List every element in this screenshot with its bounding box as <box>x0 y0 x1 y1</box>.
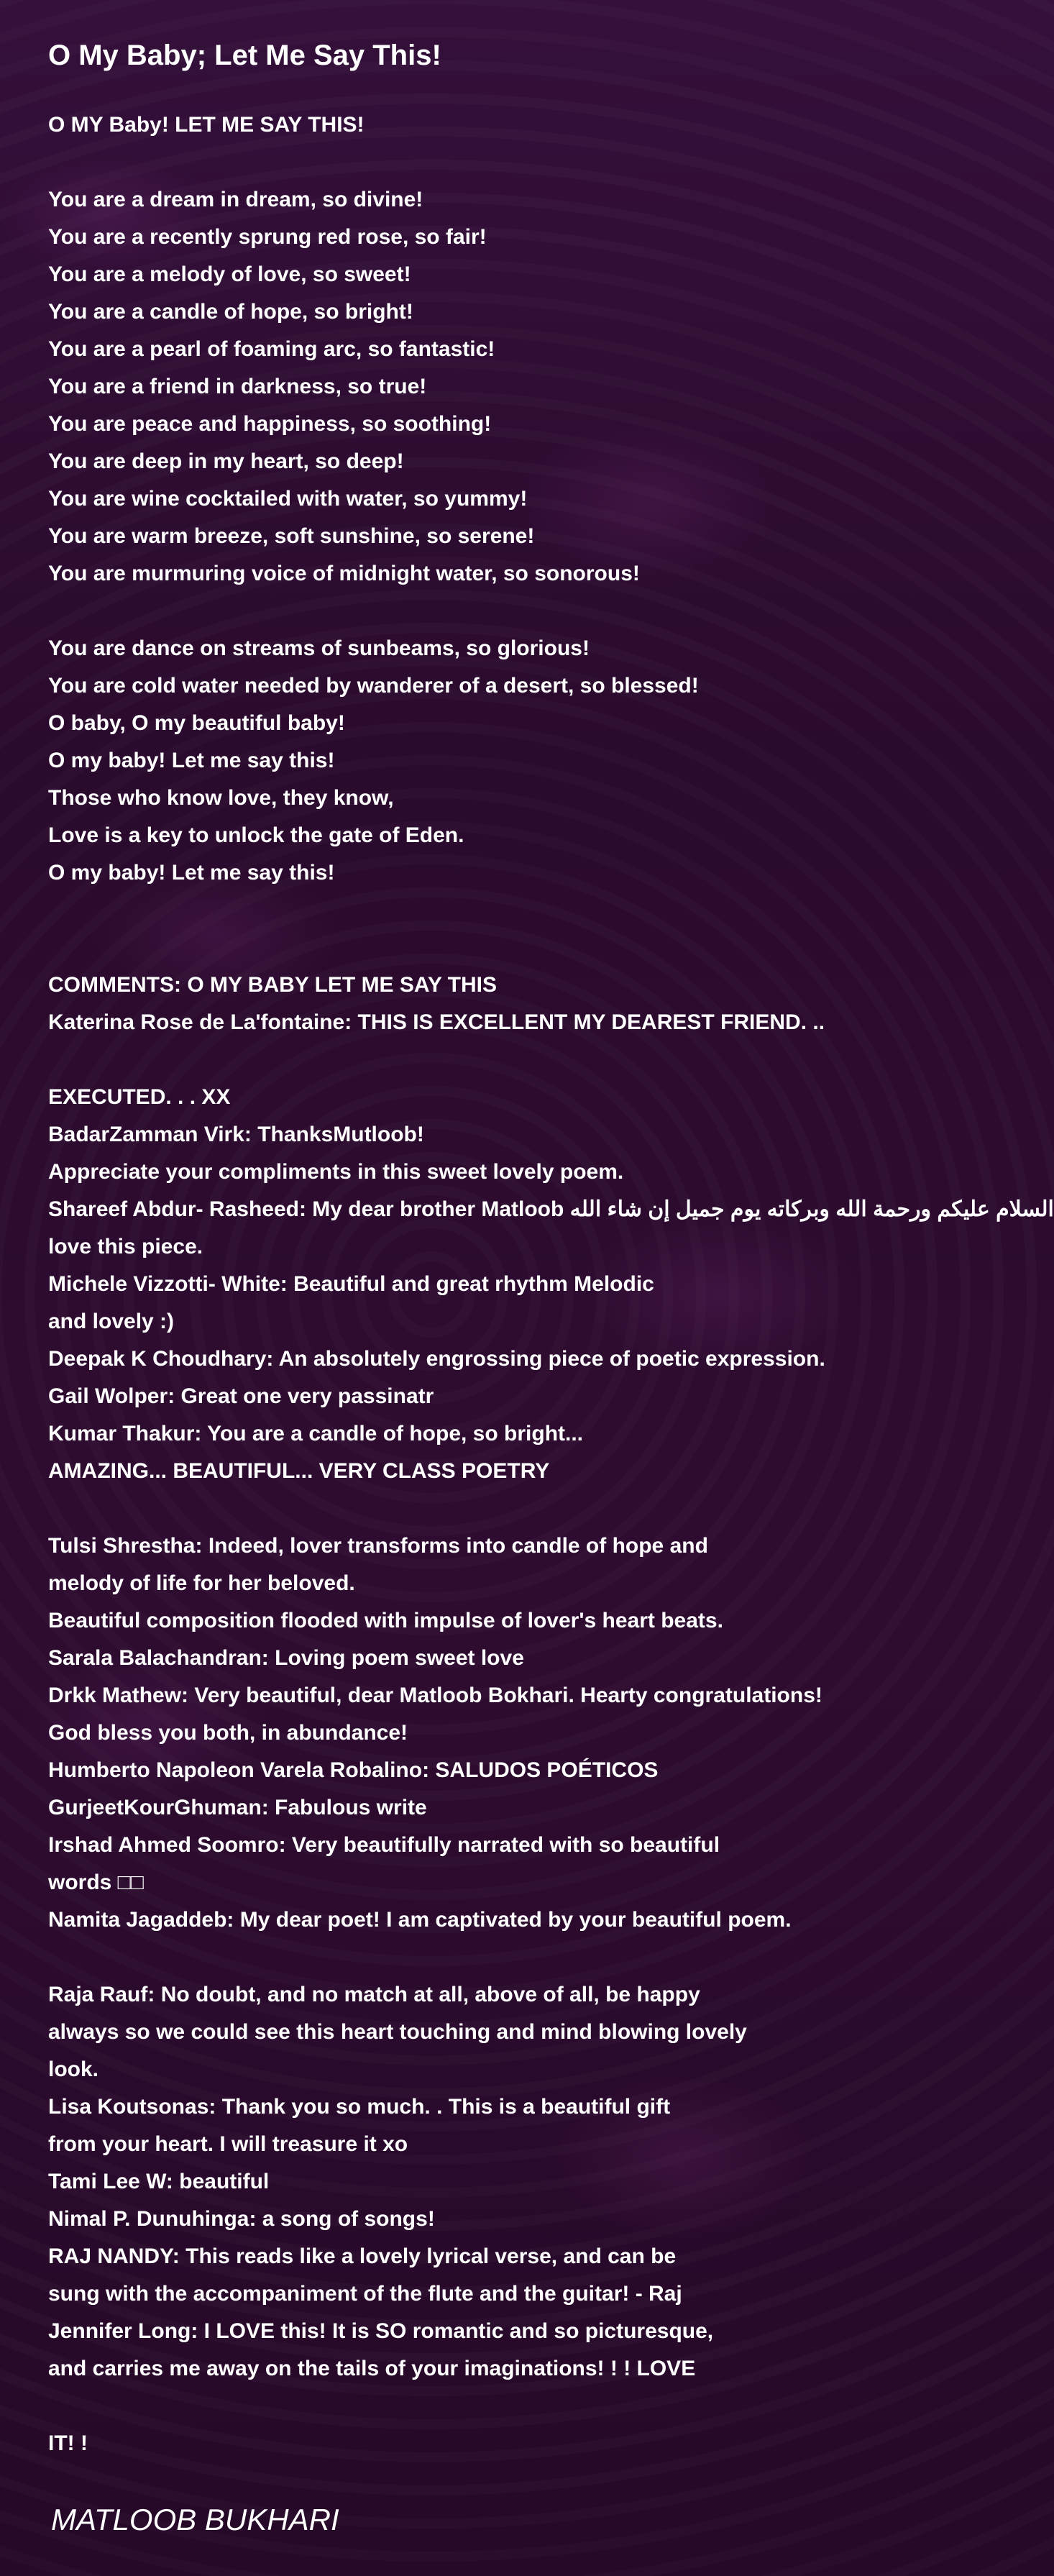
text-line: Jennifer Long: I LOVE this! It is SO romantic and so picturesque, <box>48 2319 714 2343</box>
text-line: AMAZING... BEAUTIFUL... VERY CLASS POETRY <box>48 1459 550 1483</box>
text-line: melody of life for her beloved. <box>48 1571 355 1595</box>
text-line: from your heart. I will treasure it xo <box>48 2132 408 2156</box>
text-line: You are peace and happiness, so soothing! <box>48 412 492 436</box>
text-line: EXECUTED. . . XX <box>48 1085 231 1109</box>
text-line: Drkk Mathew: Very beautiful, dear Matloob Bokhari. Hearty congratulations! <box>48 1684 822 1707</box>
text-line: Appreciate your compliments in this sweet lovely poem. <box>48 1160 624 1184</box>
text-line: love this piece. <box>48 1235 203 1259</box>
text-line: O baby, O my beautiful baby! <box>48 711 345 735</box>
blank-line <box>48 929 1054 967</box>
text-line: You are wine cocktailed with water, so yummy! <box>48 487 528 511</box>
text-line: Irshad Ahmed Soomro: Very beautifully narrated with so beautiful <box>48 1833 720 1857</box>
text-line: You are a candle of hope, so bright! <box>48 300 413 324</box>
text-line: words □□ <box>48 1871 144 1894</box>
text-line: IT! ! <box>48 2431 88 2455</box>
blank-line <box>48 144 1054 181</box>
text-line: Tami Lee W: beautiful <box>48 2170 270 2193</box>
text-line: GurjeetKourGhuman: Fabulous write <box>48 1796 427 1819</box>
blank-line <box>48 2388 1054 2425</box>
text-line: You are a dream in dream, so divine! <box>48 188 423 211</box>
blank-line <box>48 1041 1054 1079</box>
text-line: Beautiful composition flooded with impulse of lover's heart beats. <box>48 1609 723 1632</box>
text-line: You are a recently sprung red rose, so fair! <box>48 225 487 249</box>
text-line: Those who know love, they know, <box>48 786 394 810</box>
text-line: sung with the accompaniment of the flute and the guitar! - Raj <box>48 2282 682 2306</box>
text-line: Katerina Rose de La'fontaine: THIS IS EXCELLENT MY DEAREST FRIEND. .. <box>48 1010 825 1034</box>
text-line: You are dance on streams of sunbeams, so glorious! <box>48 636 590 660</box>
text-line: You are a pearl of foaming arc, so fantastic! <box>48 337 495 361</box>
text-line: COMMENTS: O MY BABY LET ME SAY THIS <box>48 973 497 997</box>
blank-line <box>48 593 1054 630</box>
blank-line <box>48 892 1054 929</box>
blank-line <box>48 1490 1054 1527</box>
text-line: RAJ NANDY: This reads like a lovely lyrical verse, and can be <box>48 2244 677 2268</box>
text-line: Nimal P. Dunuhinga: a song of songs! <box>48 2207 435 2231</box>
text-line: and carries me away on the tails of your imaginations! ! ! LOVE <box>48 2357 696 2380</box>
text-line: O my baby! Let me say this! <box>48 749 335 772</box>
blank-line <box>48 1939 1054 1976</box>
text-line: Gail Wolper: Great one very passinatr <box>48 1384 434 1408</box>
text-line: Humberto Napoleon Varela Robalino: SALUDOS POÉTICOS <box>48 1758 659 1782</box>
text-line: O my baby! Let me say this! <box>48 861 335 885</box>
text-line: Tulsi Shrestha: Indeed, lover transforms into candle of hope and <box>48 1534 708 1558</box>
text-line: You are a friend in darkness, so true! <box>48 375 427 398</box>
text-line: always so we could see this heart touching and mind blowing lovely <box>48 2020 747 2044</box>
text-line: Deepak K Choudhary: An absolutely engrossing piece of poetic expression. <box>48 1347 825 1371</box>
text-line: You are a melody of love, so sweet! <box>48 262 411 286</box>
text-line: Michele Vizzotti- White: Beautiful and great rhythm Melodic <box>48 1272 654 1296</box>
poem-body <box>48 106 1054 2462</box>
text-line: Namita Jagaddeb: My dear poet! I am captivated by your beautiful poem. <box>48 1908 792 1932</box>
text-line: BadarZamman Virk: ThanksMutloob! <box>48 1123 424 1146</box>
text-line: Shareef Abdur- Rasheed: My dear brother Matloob السلام عليكم ورحمة الله وبركاته يوم جميل إن شاء الله <box>48 1197 1054 1221</box>
text-line: Sarala Balachandran: Loving poem sweet love <box>48 1646 524 1670</box>
text-line: Love is a key to unlock the gate of Eden. <box>48 823 464 847</box>
text-line: God bless you both, in abundance! <box>48 1721 408 1745</box>
text-line: Raja Rauf: No doubt, and no match at all, above of all, be happy <box>48 1983 700 2006</box>
text-line: Kumar Thakur: You are a candle of hope, so bright... <box>48 1422 584 1445</box>
text-line: O MY Baby! LET ME SAY THIS! <box>48 113 365 137</box>
text-line: look. <box>48 2057 99 2081</box>
text-line: You are deep in my heart, so deep! <box>48 449 404 473</box>
text-line: Lisa Koutsonas: Thank you so much. . This is a beautiful gift <box>48 2095 671 2119</box>
text-line: You are cold water needed by wanderer of a desert, so blessed! <box>48 674 699 698</box>
text-line: and lovely :) <box>48 1310 175 1333</box>
poem-title: O My Baby; Let Me Say This! <box>48 40 441 71</box>
author-name: MATLOOB BUKHARI <box>51 2503 339 2536</box>
text-line: You are murmuring voice of midnight water, so sonorous! <box>48 562 640 585</box>
text-line: You are warm breeze, soft sunshine, so serene! <box>48 524 535 548</box>
